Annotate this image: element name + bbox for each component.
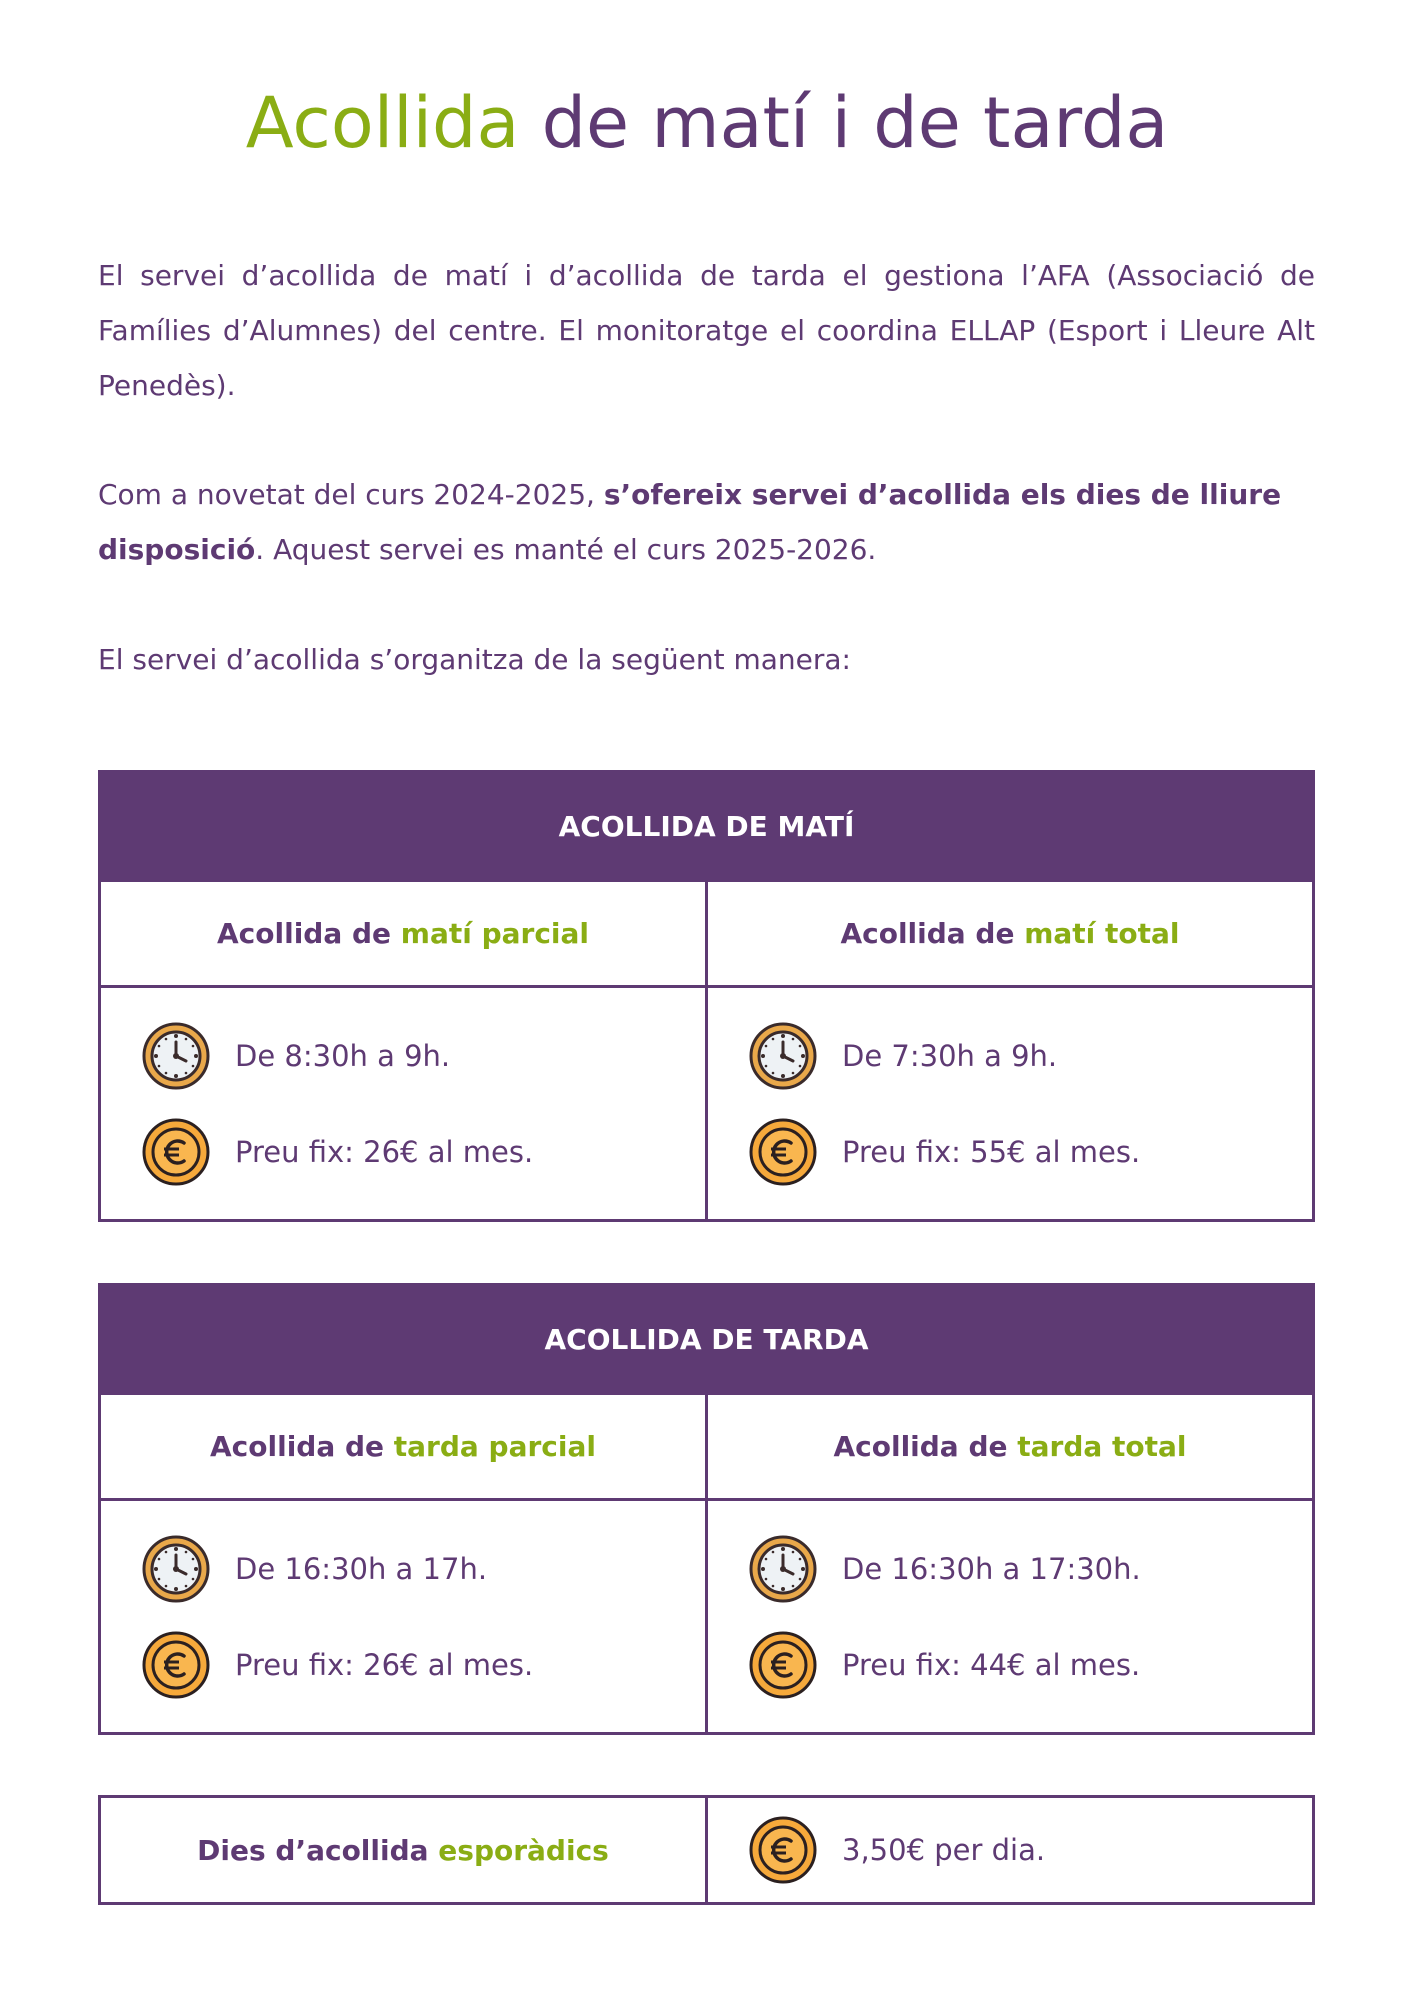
label-highlight: tarda parcial [393,1430,596,1463]
horari-text: De 8:30h a 9h. [235,1038,451,1073]
label-pre: Dies d’acollida [197,1833,439,1867]
horari-line [101,1533,705,1605]
horari-text: De 16:30h a 17:30h. [842,1551,1141,1586]
horari-line [101,1020,705,1092]
label-pre: Acollida de [840,917,1025,950]
esporadics-table [98,1795,1315,1905]
novetat-paragraph [98,467,1315,577]
preu-line [101,1629,705,1701]
novetat-post: . Aquest servei es manté el curs 2025-2026. [255,533,877,566]
euro-coin-icon [748,1117,818,1187]
mati-total-details [707,987,1314,1221]
horari-line [708,1533,1312,1605]
mati-table [98,770,1315,1222]
euro-coin-icon [748,1630,818,1700]
preu-text: Preu fix: 26€ al mes. [235,1647,534,1682]
novetat-pre: Com a novetat del curs 2024-2025, [98,478,604,511]
label-pre: Acollida de [833,1430,1018,1463]
mati-parcial-label [100,881,707,987]
preu-line [708,1116,1312,1188]
preu-text: 3,50€ per dia. [842,1833,1046,1867]
label-highlight: esporàdics [438,1833,609,1867]
clock-icon [748,1534,818,1604]
preu-text: Preu fix: 26€ al mes. [235,1134,534,1169]
mati-header: ACOLLIDA DE MATÍ [100,772,1314,881]
preu-line [708,1629,1312,1701]
preu-text: Preu fix: 44€ al mes. [842,1647,1141,1682]
tarda-total-label [707,1394,1314,1500]
preu-line [708,1798,1312,1902]
horari-text: De 7:30h a 9h. [842,1038,1058,1073]
esporadics-details [707,1797,1314,1904]
label-pre: Acollida de [217,917,401,950]
label-pre: Acollida de [210,1430,394,1463]
label-highlight: matí total [1024,917,1180,950]
horari-line [708,1020,1312,1092]
preu-line [101,1116,705,1188]
clock-icon [141,1534,211,1604]
mati-total-label [707,881,1314,987]
tarda-table [98,1283,1315,1735]
clock-icon [141,1021,211,1091]
tarda-header: ACOLLIDA DE TARDA [100,1285,1314,1394]
euro-coin-icon [141,1630,211,1700]
novetat-bold: s’ofereix servei d’acollida els dies de lliure disposició [98,478,1282,566]
tarda-total-details [707,1500,1314,1734]
label-highlight: tarda total [1017,1430,1187,1463]
intro-paragraph: El servei d’acollida de matí i d’acollida de tarda el gestiona l’AFA (Associació de Famílies d’Alumnes) del centre. El monitoratge el coordina ELLAP (Esport i Lleure Alt Penedès). [98,259,1315,402]
preu-text: Preu fix: 55€ al mes. [842,1134,1141,1169]
esporadics-label [100,1797,707,1904]
horari-text: De 16:30h a 17h. [235,1551,488,1586]
mati-parcial-details [100,987,707,1221]
label-highlight: matí parcial [400,917,589,950]
clock-icon [748,1021,818,1091]
euro-coin-icon [141,1117,211,1187]
euro-coin-icon [748,1815,818,1885]
tarda-parcial-label [100,1394,707,1500]
tarda-parcial-details [100,1500,707,1734]
organitza-paragraph: El servei d’acollida s’organitza de la següent manera: [98,643,851,676]
title-rest: de matí i de tarda [519,82,1169,164]
page-title [0,78,1414,168]
title-highlight: Acollida [245,82,520,164]
